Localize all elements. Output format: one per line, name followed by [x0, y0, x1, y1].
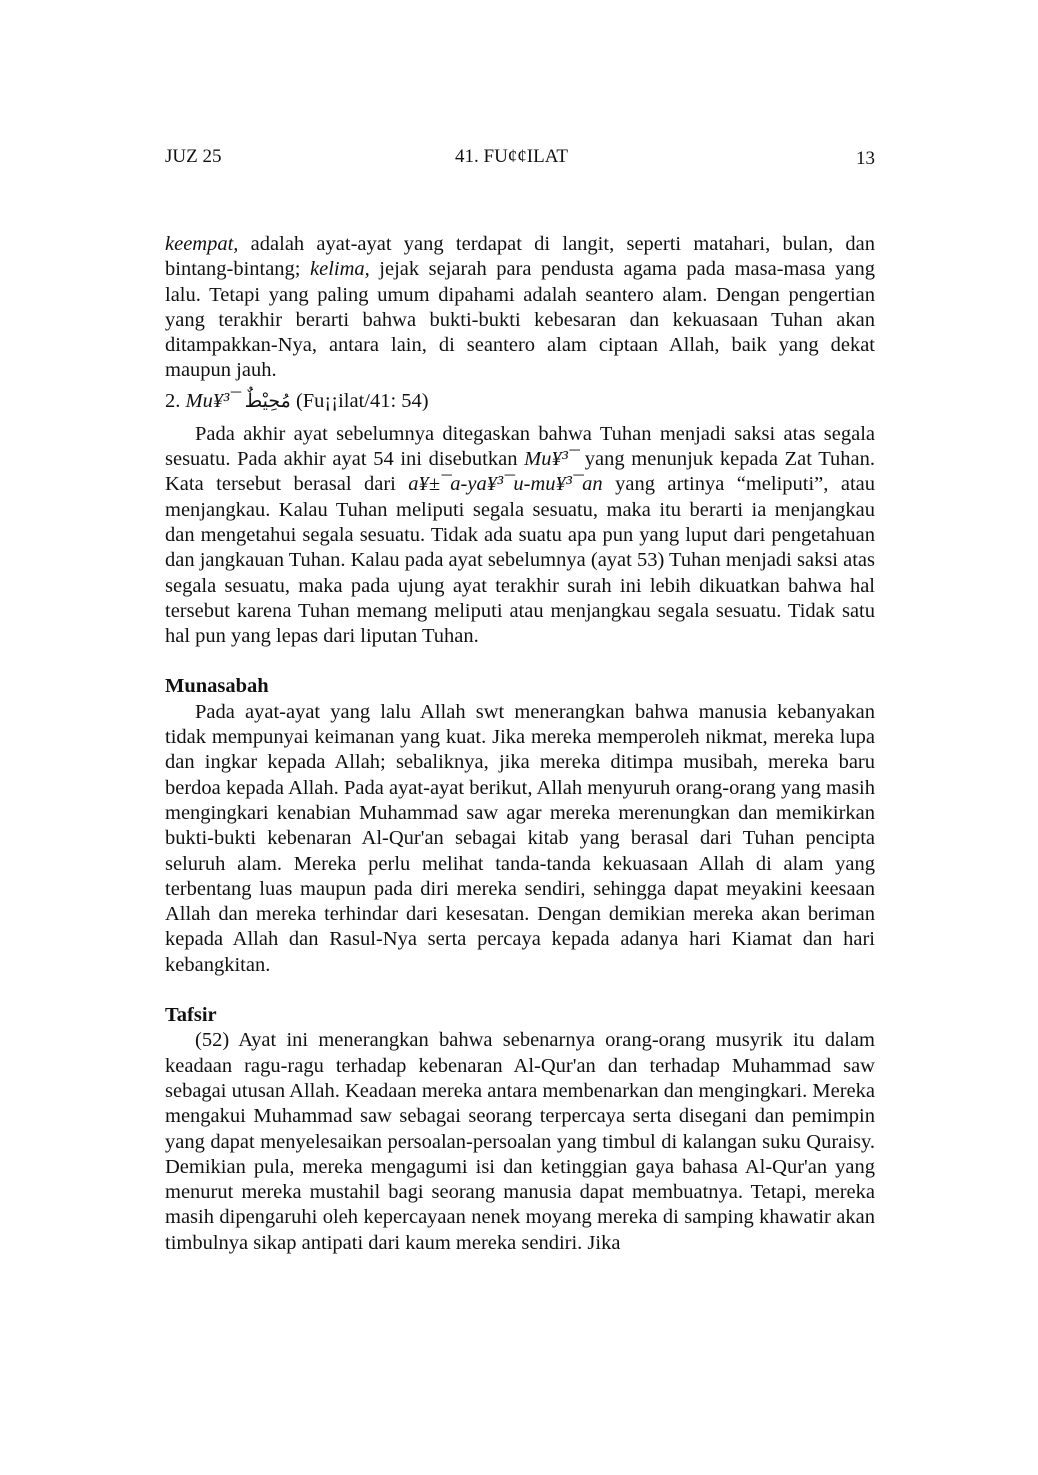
section-spacer — [165, 649, 875, 674]
intro-paragraph — [165, 232, 875, 384]
vocab-text-term: Mu¥³¯ — [524, 448, 579, 471]
munasabah-paragraph: Pada ayat-ayat yang lalu Allah swt menerangkan bahwa manusia kebanyakan tidak mempunyai keimanan yang kuat. Jika mereka memperoleh nikmat, mereka lupa dan ingkar kepada Allah; sebaliknya, jika mereka ditimpa musibah, mereka baru berdoa kepada Allah. Pada ayat-ayat berikut, Allah menyuruh orang-orang yang masih mengingkari kenabian Muhammad saw agar mereka merenungkan dan memikirkan bukti-bukti kebenaran Al-Qur'an sebagai kitab yang berasal dari Tuhan pencipta seluruh alam. Mereka perlu melihat tanda-tanda kekuasaan Allah di alam yang terbentang luas maupun pada diri mereka sendiri, sehingga dapat meyakini keesaan Allah dan mereka terhindar dari kesesatan. Dengan demikian mereka akan beriman kepada Allah dan Rasul-Nya serta percaya kepada adanya hari Kiamat dan hari kebangkitan. — [165, 700, 875, 976]
vocab-item-term: Mu¥³¯ — [185, 389, 240, 412]
vocab-text-b: yang menunjuk kepada Zat Tuhan. Kata tersebut berasal dari — [165, 448, 876, 496]
vocab-item-explanation — [165, 422, 875, 650]
vocab-item-reference: (Fu¡¡ilat/41: 54) — [295, 389, 429, 412]
page-body — [165, 232, 875, 1256]
surah-title: 41. FU¢¢ILAT — [455, 146, 568, 167]
intro-keempat: keempat, — [165, 233, 239, 255]
section-spacer — [165, 978, 875, 1003]
vocab-item-number: 2. — [165, 389, 181, 412]
vocab-text-root: a¥±¯a-ya¥³¯u-mu¥³¯an — [408, 473, 603, 496]
vocab-text-c: yang artinya “meliputi”, atau menjangkau. Kalau Tuhan meliputi segala sesuatu, maka itu berarti ia menjangkau dan mengetahui segala sesuatu. Tidak ada suatu apa pun yang luput dari pengetahuan dan jangkauan Tuhan. Kalau pada ayat sebelumnya (ayat 53) Tuhan menjadi saksi atas segala sesuatu, maka pada ujung ayat terakhir surah ini lebih dikuatkan bahwa hal tersebut karena Tuhan memang meliputi atau menjangkau segala sesuatu. Tidak satu hal pun yang lepas dari liputan Tuhan. — [165, 473, 875, 648]
juz-label: JUZ 25 — [165, 146, 222, 167]
vocab-item-heading — [165, 384, 875, 422]
tafsir-heading: Tafsir — [165, 1004, 217, 1027]
tafsir-paragraph: (52) Ayat ini menerangkan bahwa sebenarnya orang-orang musyrik itu dalam keadaan ragu-ragu terhadap kebenaran Al-Qur'an dan terhadap Muhammad saw sebagai utusan Allah. Keadaan mereka antara membenarkan dan mengingkari. Mereka mengakui Muhammad saw sebagai seorang terpercaya serta disegani dan pemimpin yang dapat menyelesaikan persoalan-persoalan yang timbul di kalangan suku Quraisy. Demikian pula, mereka mengagumi isi dan ketinggian gaya bahasa Al-Qur'an yang menurut mereka mustahil bagi seorang manusia dapat membuatnya. Tetapi, mereka masih dipengaruhi oleh kepercayaan nenek moyang mereka di samping khawatir akan timbulnya sikap antipati dari kaum mereka sendiri. Jika — [165, 1029, 875, 1254]
intro-text-2: jejak sejarah para pendusta agama pada masa-masa yang lalu. Tetapi yang paling umum dipahami adalah seantero alam. Dengan pengertian yang terakhir berarti bahwa bukti-bukti kebesaran dan kekuasaan Tuhan akan ditampakkan-Nya, antara lain, di seantero alam ciptaan Allah, baik yang dekat maupun jauh. — [165, 258, 875, 382]
page-number: 13 — [856, 148, 875, 169]
vocab-item-arabic: مُحِيْطٌ — [244, 389, 291, 412]
munasabah-heading: Munasabah — [165, 675, 269, 698]
intro-text-1: adalah ayat-ayat yang terdapat di langit, seperti matahari, bulan, dan bintang-bintang; — [165, 233, 875, 281]
running-header — [165, 146, 875, 176]
vocab-text-a: Pada akhir ayat sebelumnya ditegaskan bahwa Tuhan menjadi saksi atas segala sesuatu. Pada akhir ayat 54 ini disebutkan — [165, 422, 875, 471]
intro-kelima: kelima, — [310, 258, 370, 281]
